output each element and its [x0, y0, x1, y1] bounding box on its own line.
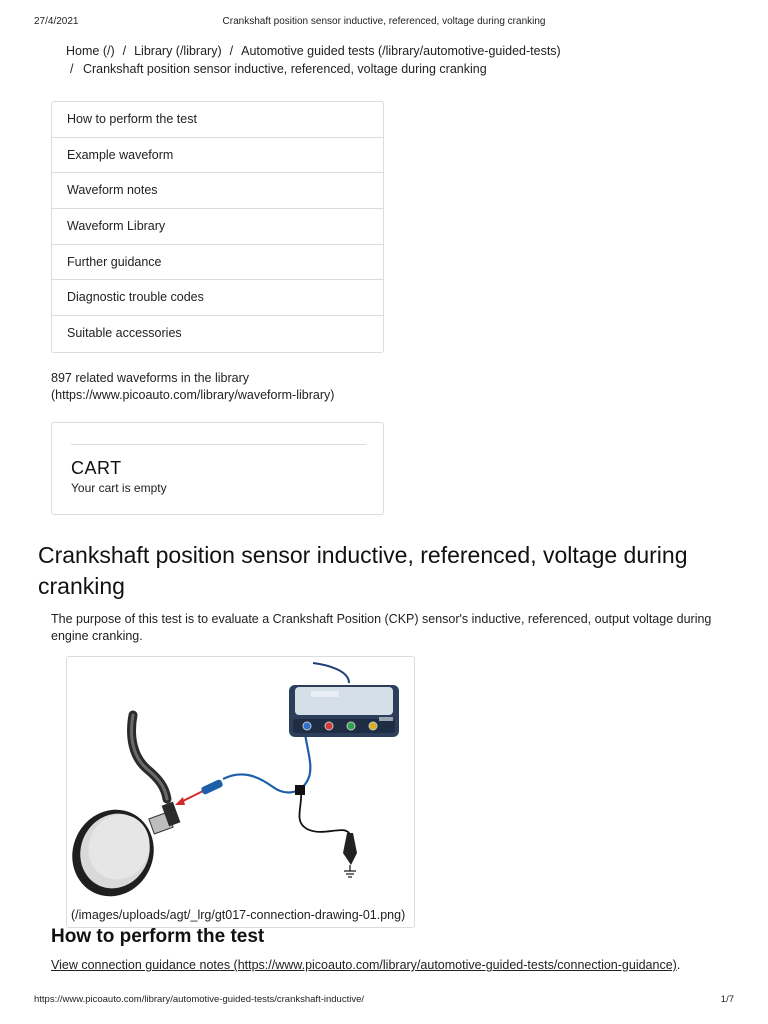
guidance-suffix: .	[676, 958, 681, 972]
print-page-number: 1/7	[720, 994, 734, 1005]
breadcrumb-separator: /	[70, 62, 74, 76]
ckp-sensor-icon	[149, 802, 181, 834]
toc-item-diagnostic-trouble-codes[interactable]: Diagnostic trouble codes	[52, 280, 383, 316]
connection-guidance-link[interactable]: View connection guidance notes (https://www.picoauto.com/library/automotive-guided-tests/connection-guidance)	[51, 958, 677, 972]
breadcrumb-library-link[interactable]: Library (/library)	[134, 44, 222, 58]
breadcrumb-separator: /	[229, 44, 234, 58]
figure-caption: (/images/uploads/agt/_lrg/gt017-connection-drawing-01.png)	[71, 908, 406, 922]
toc-item-how-to-perform[interactable]: How to perform the test	[52, 102, 383, 138]
table-of-contents	[51, 101, 384, 353]
intro-paragraph: The purpose of this test is to evaluate a Crankshaft Position (CKP) sensor's inductive, referenced, output voltage during engine cranking.	[51, 612, 712, 643]
print-header	[0, 16, 768, 30]
oscilloscope-icon	[289, 685, 399, 737]
cart-status: Your cart is empty	[71, 481, 167, 495]
section-title-how-to-perform: How to perform the test	[51, 926, 265, 947]
connection-drawing-image	[67, 657, 414, 907]
page-title: Crankshaft position sensor inductive, referenced, voltage during cranking	[38, 542, 688, 599]
print-date: 27/4/2021	[34, 16, 79, 27]
breadcrumb-home-link[interactable]: Home (/)	[66, 44, 115, 58]
toc-item-further-guidance[interactable]: Further guidance	[52, 245, 383, 281]
print-title: Crankshaft position sensor inductive, referenced, voltage during cranking	[222, 16, 546, 27]
cart-divider	[71, 444, 366, 445]
reluctor-wheel-icon	[67, 796, 168, 907]
breadcrumb	[66, 42, 706, 78]
cart-title: CART	[71, 458, 122, 478]
breadcrumb-guided-tests-link[interactable]: Automotive guided tests (/library/automotive-guided-tests)	[241, 44, 561, 58]
related-waveforms-count: 897 related waveforms in the library	[51, 371, 250, 385]
toc-item-waveform-notes[interactable]: Waveform notes	[52, 173, 383, 209]
related-waveforms-url: (https://www.picoauto.com/library/waveform-library)	[51, 388, 335, 402]
toc-item-waveform-library[interactable]: Waveform Library	[52, 209, 383, 245]
toc-item-example-waveform[interactable]: Example waveform	[52, 138, 383, 174]
connection-drawing-figure	[66, 656, 415, 928]
toc-item-suitable-accessories[interactable]: Suitable accessories	[67, 326, 182, 341]
guidance-paragraph	[51, 958, 680, 972]
related-waveforms-link[interactable]	[51, 370, 471, 404]
cart-panel	[51, 422, 384, 515]
print-footer-url: https://www.picoauto.com/library/automotive-guided-tests/crankshaft-inductive/	[34, 994, 365, 1005]
breadcrumb-separator: /	[122, 44, 127, 58]
breadcrumb-current: Crankshaft position sensor inductive, referenced, voltage during cranking	[82, 62, 487, 76]
